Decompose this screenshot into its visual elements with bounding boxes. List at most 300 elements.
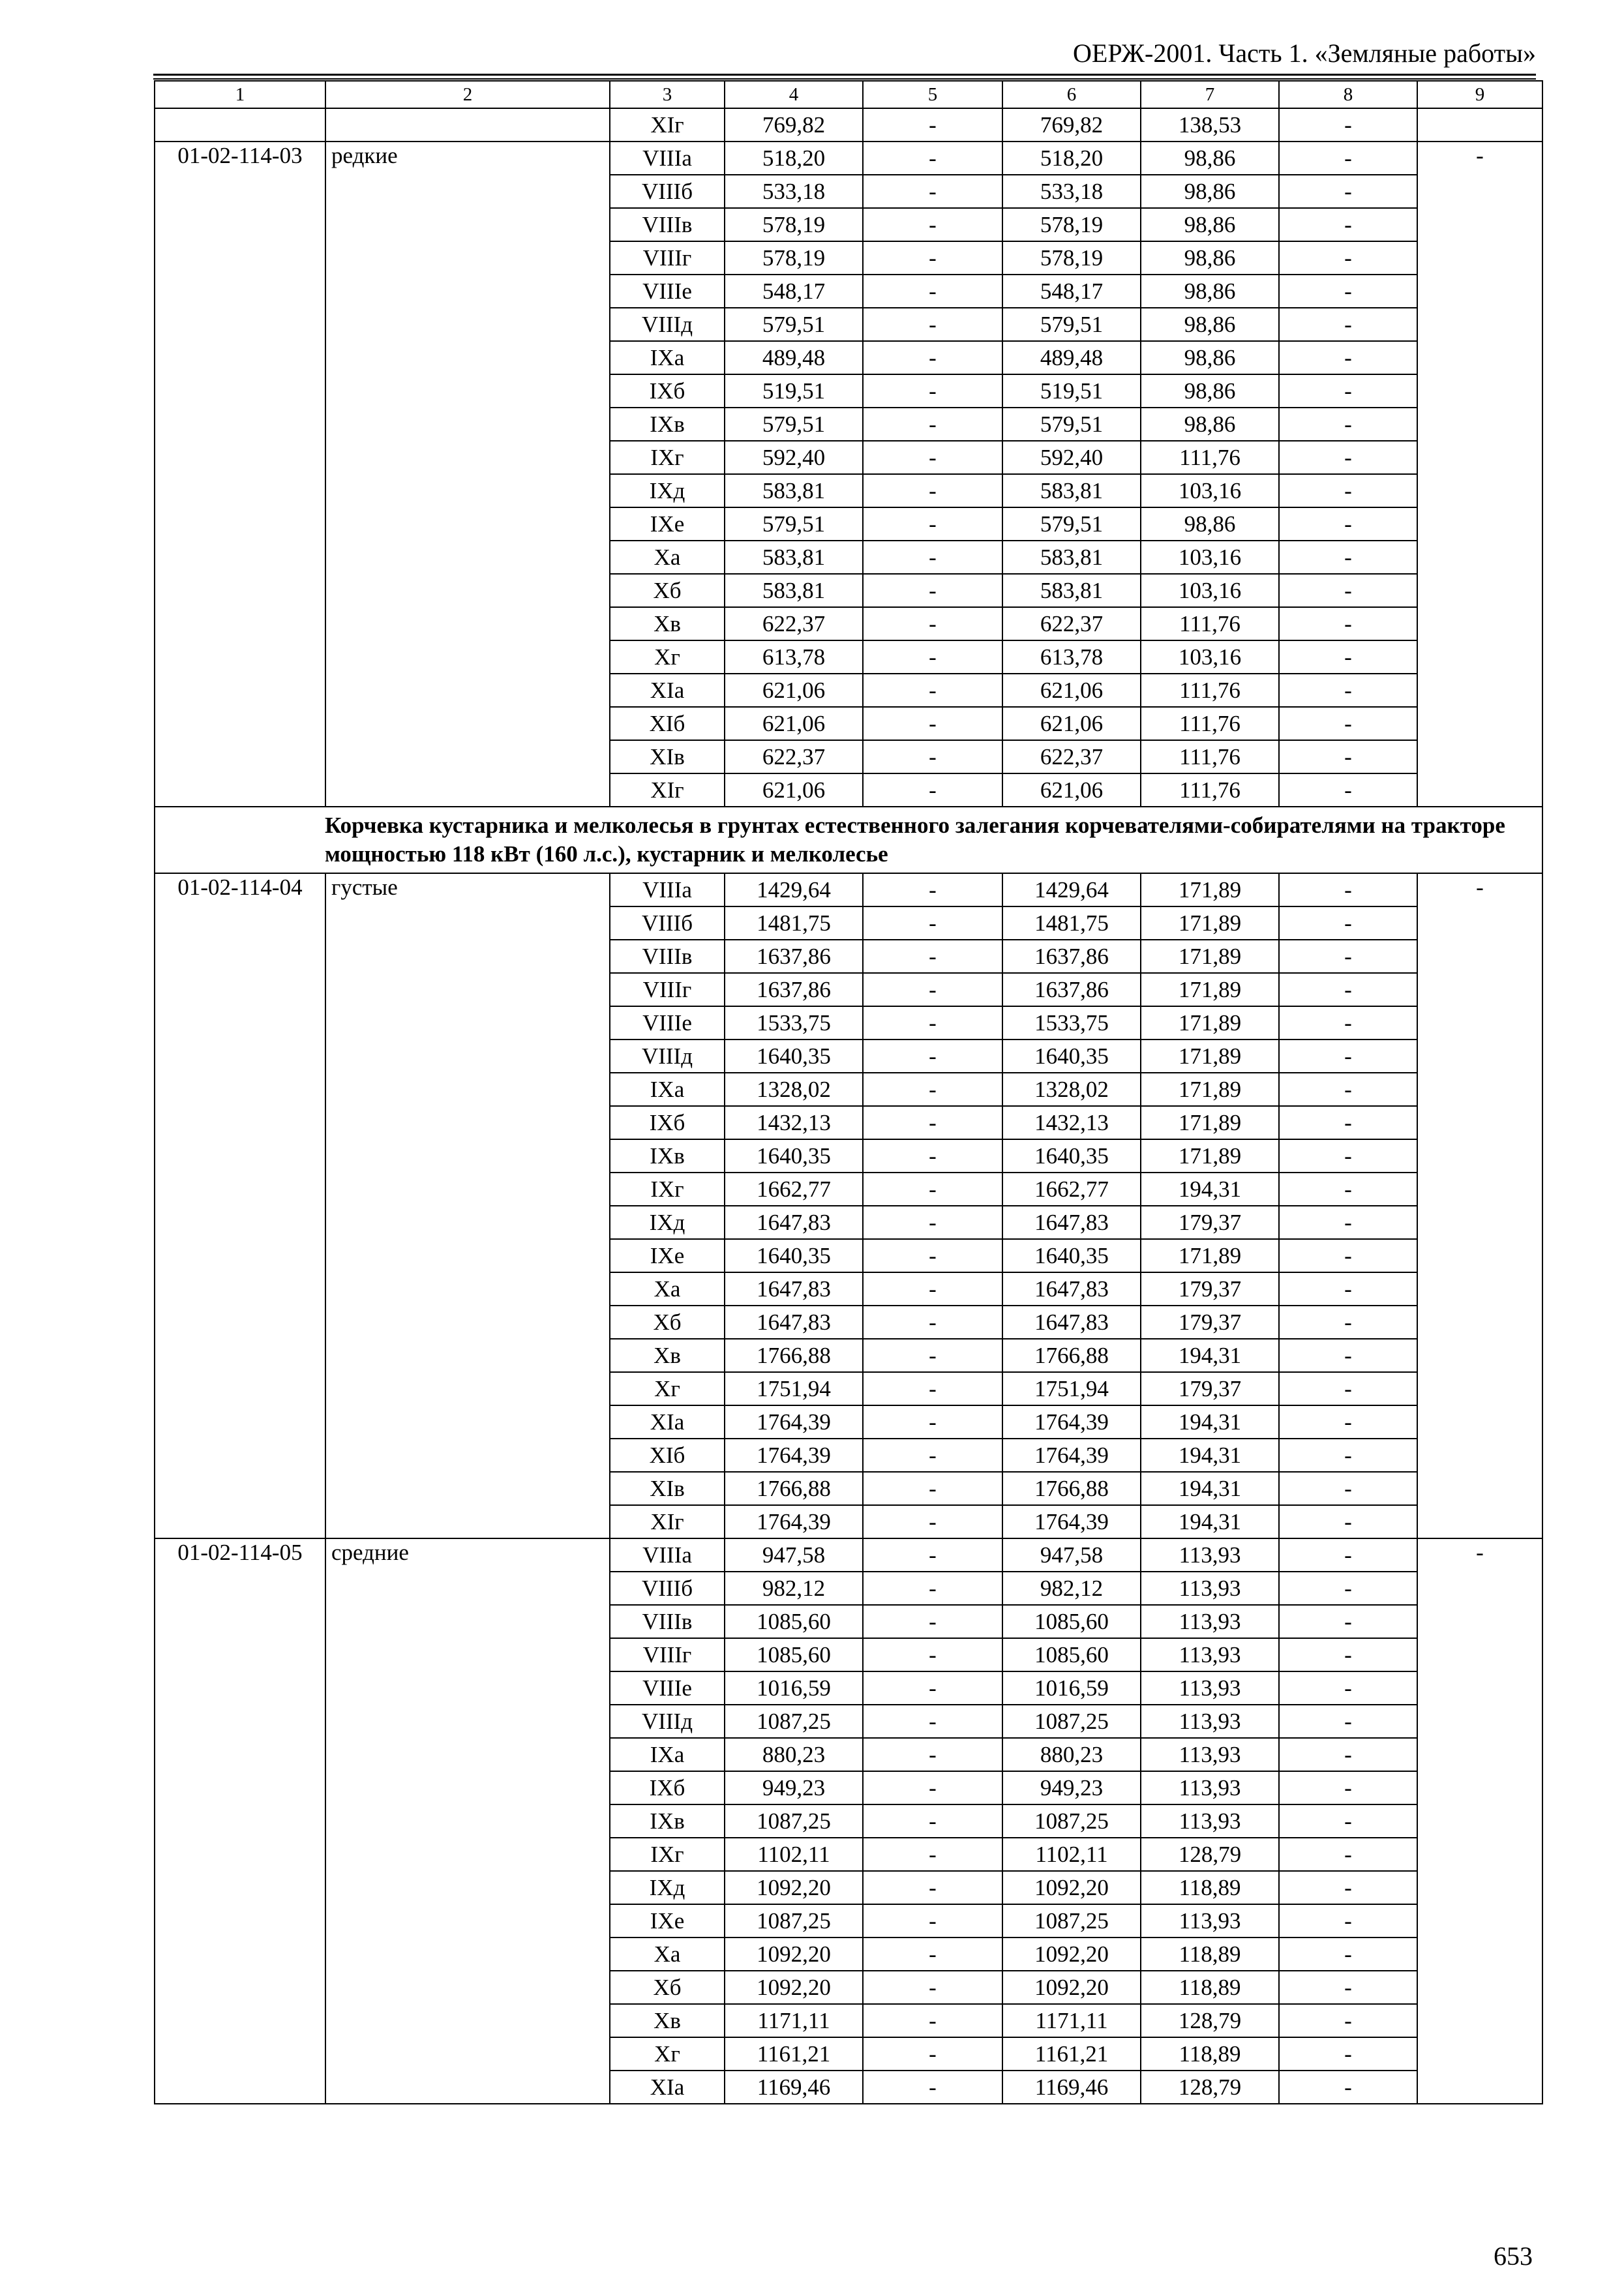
- direct-cost-cell: 1766,88: [725, 1339, 863, 1372]
- direct-cost-cell: 949,23: [725, 1771, 863, 1804]
- wages-cell: -: [863, 1505, 1002, 1538]
- machine-cost-cell: 1637,86: [1002, 973, 1141, 1006]
- driver-wages-cell: 113,93: [1141, 1638, 1279, 1671]
- direct-cost-cell: 1751,94: [725, 1372, 863, 1405]
- direct-cost-cell: 533,18: [725, 175, 863, 208]
- machine-cost-cell: 1533,75: [1002, 1006, 1141, 1040]
- driver-wages-cell: 98,86: [1141, 275, 1279, 308]
- direct-cost-cell: 579,51: [725, 308, 863, 341]
- machine-cost-cell: 533,18: [1002, 175, 1141, 208]
- driver-wages-cell: 179,37: [1141, 1372, 1279, 1405]
- wages-cell: -: [863, 1738, 1002, 1771]
- materials-cell: -: [1279, 2037, 1417, 2071]
- driver-wages-cell: 179,37: [1141, 1206, 1279, 1239]
- materials-cell: -: [1279, 308, 1417, 341]
- driver-wages-cell: 103,16: [1141, 474, 1279, 507]
- driver-wages-cell: 98,86: [1141, 374, 1279, 408]
- direct-cost-cell: 583,81: [725, 574, 863, 607]
- machine-cost-cell: 583,81: [1002, 474, 1141, 507]
- direct-cost-cell: 1085,60: [725, 1605, 863, 1638]
- machine-cost-cell: 592,40: [1002, 441, 1141, 474]
- materials-cell: -: [1279, 1306, 1417, 1339]
- wages-cell: -: [863, 940, 1002, 973]
- column-number: 7: [1141, 81, 1279, 108]
- wages-cell: -: [863, 142, 1002, 175]
- wages-cell: -: [863, 1306, 1002, 1339]
- soil-group-cell: Xа: [610, 1937, 725, 1971]
- soil-group-cell: VIIIв: [610, 940, 725, 973]
- driver-wages-cell: 171,89: [1141, 1239, 1279, 1272]
- direct-cost-cell: 1429,64: [725, 873, 863, 906]
- wages-cell: -: [863, 1272, 1002, 1306]
- wages-cell: -: [863, 1372, 1002, 1405]
- driver-wages-cell: 98,86: [1141, 408, 1279, 441]
- machine-cost-cell: 1647,83: [1002, 1306, 1141, 1339]
- direct-cost-cell: 1085,60: [725, 1638, 863, 1671]
- rates-table-body: [155, 81, 1542, 2104]
- materials-cell: -: [1279, 1605, 1417, 1638]
- machine-cost-cell: 579,51: [1002, 408, 1141, 441]
- driver-wages-cell: 98,86: [1141, 241, 1279, 275]
- wages-cell: -: [863, 674, 1002, 707]
- driver-wages-cell: 171,89: [1141, 1040, 1279, 1073]
- materials-cell: -: [1279, 1073, 1417, 1106]
- machine-cost-cell: 1640,35: [1002, 1040, 1141, 1073]
- machine-cost-cell: 1751,94: [1002, 1372, 1141, 1405]
- column-number: 4: [725, 81, 863, 108]
- wages-cell: -: [863, 1073, 1002, 1106]
- machine-cost-cell: 1092,20: [1002, 1937, 1141, 1971]
- soil-group-cell: IXг: [610, 441, 725, 474]
- direct-cost-cell: 1169,46: [725, 2071, 863, 2104]
- soil-group-cell: VIIIб: [610, 175, 725, 208]
- materials-cell: -: [1279, 674, 1417, 707]
- driver-wages-cell: 171,89: [1141, 940, 1279, 973]
- machine-cost-cell: 1640,35: [1002, 1139, 1141, 1173]
- driver-wages-cell: 179,37: [1141, 1306, 1279, 1339]
- soil-group-cell: IXе: [610, 507, 725, 541]
- materials-cell: -: [1279, 108, 1417, 142]
- machine-cost-cell: 519,51: [1002, 374, 1141, 408]
- soil-group-cell: IXв: [610, 1804, 725, 1838]
- driver-wages-cell: 113,93: [1141, 1904, 1279, 1937]
- driver-wages-cell: 113,93: [1141, 1572, 1279, 1605]
- materials-cell: -: [1279, 1937, 1417, 1971]
- soil-group-cell: Xв: [610, 607, 725, 640]
- page-number: 653: [1494, 2241, 1533, 2271]
- wages-cell: -: [863, 973, 1002, 1006]
- soil-group-cell: XIг: [610, 1505, 725, 1538]
- soil-group-cell: VIIIг: [610, 241, 725, 275]
- wages-cell: -: [863, 1439, 1002, 1472]
- machine-cost-cell: 1764,39: [1002, 1439, 1141, 1472]
- materials-cell: -: [1279, 1638, 1417, 1671]
- driver-wages-cell: 118,89: [1141, 1871, 1279, 1904]
- direct-cost-cell: 1533,75: [725, 1006, 863, 1040]
- driver-wages-cell: 111,76: [1141, 441, 1279, 474]
- wages-cell: -: [863, 1173, 1002, 1206]
- direct-cost-cell: 621,06: [725, 707, 863, 740]
- machine-cost-cell: 1637,86: [1002, 940, 1141, 973]
- soil-group-cell: VIIIд: [610, 1040, 725, 1073]
- machine-cost-cell: 1328,02: [1002, 1073, 1141, 1106]
- direct-cost-cell: 1640,35: [725, 1139, 863, 1173]
- materials-cell: -: [1279, 773, 1417, 807]
- machine-cost-cell: 1766,88: [1002, 1472, 1141, 1505]
- materials-cell: -: [1279, 1871, 1417, 1904]
- soil-group-cell: Xа: [610, 1272, 725, 1306]
- machine-cost-cell: 1766,88: [1002, 1339, 1141, 1372]
- direct-cost-cell: 1764,39: [725, 1505, 863, 1538]
- direct-cost-cell: 1481,75: [725, 906, 863, 940]
- direct-cost-cell: 592,40: [725, 441, 863, 474]
- direct-cost-cell: 622,37: [725, 740, 863, 773]
- materials-cell: -: [1279, 1904, 1417, 1937]
- name-cell: средние: [325, 1538, 610, 2104]
- materials-cell: -: [1279, 1139, 1417, 1173]
- materials-cell: -: [1279, 175, 1417, 208]
- machine-cost-cell: 613,78: [1002, 640, 1141, 674]
- direct-cost-cell: 1092,20: [725, 1871, 863, 1904]
- driver-wages-cell: 138,53: [1141, 108, 1279, 142]
- driver-wages-cell: 98,86: [1141, 208, 1279, 241]
- driver-wages-cell: 103,16: [1141, 640, 1279, 674]
- direct-cost-cell: 1087,25: [725, 1804, 863, 1838]
- soil-group-cell: IXе: [610, 1239, 725, 1272]
- direct-cost-cell: 1637,86: [725, 940, 863, 973]
- wages-cell: -: [863, 1139, 1002, 1173]
- column-number: 9: [1417, 81, 1542, 108]
- table-row: [155, 1538, 1542, 1572]
- machine-cost-cell: 579,51: [1002, 507, 1141, 541]
- wages-cell: -: [863, 1771, 1002, 1804]
- driver-wages-cell: 171,89: [1141, 973, 1279, 1006]
- soil-group-cell: VIIIа: [610, 1538, 725, 1572]
- driver-wages-cell: 171,89: [1141, 1073, 1279, 1106]
- materials-cell: -: [1279, 973, 1417, 1006]
- machine-cost-cell: 1085,60: [1002, 1638, 1141, 1671]
- direct-cost-cell: 578,19: [725, 241, 863, 275]
- driver-wages-cell: 118,89: [1141, 1971, 1279, 2004]
- soil-group-cell: XIг: [610, 773, 725, 807]
- wages-cell: -: [863, 1804, 1002, 1838]
- wages-cell: -: [863, 1705, 1002, 1738]
- machine-cost-cell: 947,58: [1002, 1538, 1141, 1572]
- driver-wages-cell: 171,89: [1141, 1006, 1279, 1040]
- machine-cost-cell: 880,23: [1002, 1738, 1141, 1771]
- driver-wages-cell: 103,16: [1141, 541, 1279, 574]
- code-cell: 01-02-114-05: [155, 1538, 325, 2104]
- materials-cell: -: [1279, 1173, 1417, 1206]
- driver-wages-cell: 128,79: [1141, 1838, 1279, 1871]
- machine-cost-cell: 949,23: [1002, 1771, 1141, 1804]
- wages-cell: -: [863, 1671, 1002, 1705]
- column-number-row: [155, 81, 1542, 108]
- soil-group-cell: VIIIг: [610, 973, 725, 1006]
- direct-cost-cell: 1647,83: [725, 1272, 863, 1306]
- direct-cost-cell: 548,17: [725, 275, 863, 308]
- soil-group-cell: VIIIв: [610, 1605, 725, 1638]
- direct-cost-cell: 583,81: [725, 474, 863, 507]
- machine-cost-cell: 1647,83: [1002, 1272, 1141, 1306]
- wages-cell: -: [863, 1937, 1002, 1971]
- soil-group-cell: VIIIв: [610, 208, 725, 241]
- materials-cell: -: [1279, 574, 1417, 607]
- soil-group-cell: VIIIа: [610, 142, 725, 175]
- machine-cost-cell: 622,37: [1002, 607, 1141, 640]
- wages-cell: -: [863, 1538, 1002, 1572]
- direct-cost-cell: 1102,11: [725, 1838, 863, 1871]
- section-title: Корчевка кустарника и мелколесья в грунтах естественного залегания корчевателями-собирателями на тракторе мощностью 118 кВт (160 л.с.), кустарник и мелколесье: [155, 807, 1542, 873]
- machine-cost-cell: 1092,20: [1002, 1871, 1141, 1904]
- materials-cell: -: [1279, 374, 1417, 408]
- direct-cost-cell: 579,51: [725, 408, 863, 441]
- machine-cost-cell: 1085,60: [1002, 1605, 1141, 1638]
- wages-cell: -: [863, 1572, 1002, 1605]
- soil-group-cell: XIб: [610, 707, 725, 740]
- header-rule: [153, 74, 1536, 76]
- driver-wages-cell: 113,93: [1141, 1804, 1279, 1838]
- driver-wages-cell: 118,89: [1141, 2037, 1279, 2071]
- soil-group-cell: VIIIд: [610, 308, 725, 341]
- wages-cell: -: [863, 2037, 1002, 2071]
- driver-wages-cell: 194,31: [1141, 1173, 1279, 1206]
- driver-wages-cell: 194,31: [1141, 1472, 1279, 1505]
- driver-wages-cell: 128,79: [1141, 2071, 1279, 2104]
- materials-cell: -: [1279, 1705, 1417, 1738]
- rates-table: [154, 80, 1543, 2104]
- materials-cell: -: [1279, 740, 1417, 773]
- machine-cost-cell: 489,48: [1002, 341, 1141, 374]
- wages-cell: -: [863, 1206, 1002, 1239]
- driver-wages-cell: 111,76: [1141, 740, 1279, 773]
- soil-group-cell: VIIIе: [610, 1006, 725, 1040]
- soil-group-cell: VIIIа: [610, 873, 725, 906]
- direct-cost-cell: 1640,35: [725, 1040, 863, 1073]
- materials-cell: -: [1279, 1339, 1417, 1372]
- table-row: [155, 873, 1542, 906]
- wages-cell: -: [863, 474, 1002, 507]
- materials-cell: -: [1279, 474, 1417, 507]
- wages-cell: -: [863, 1106, 1002, 1139]
- code-cell: 01-02-114-03: [155, 142, 325, 807]
- materials-cell: -: [1279, 2004, 1417, 2037]
- direct-cost-cell: 621,06: [725, 674, 863, 707]
- soil-group-cell: XIа: [610, 1405, 725, 1439]
- direct-cost-cell: 982,12: [725, 1572, 863, 1605]
- machine-cost-cell: 578,19: [1002, 241, 1141, 275]
- driver-wages-cell: 113,93: [1141, 1605, 1279, 1638]
- wages-cell: -: [863, 1638, 1002, 1671]
- soil-group-cell: IXа: [610, 341, 725, 374]
- column-number: 5: [863, 81, 1002, 108]
- soil-group-cell: Xв: [610, 1339, 725, 1372]
- direct-cost-cell: 519,51: [725, 374, 863, 408]
- materials-cell: -: [1279, 1538, 1417, 1572]
- driver-wages-cell: 118,89: [1141, 1937, 1279, 1971]
- machine-cost-cell: 1087,25: [1002, 1904, 1141, 1937]
- machine-cost-cell: 518,20: [1002, 142, 1141, 175]
- driver-wages-cell: 98,86: [1141, 308, 1279, 341]
- soil-group-cell: Xг: [610, 1372, 725, 1405]
- soil-group-cell: XIв: [610, 740, 725, 773]
- code-cell: 01-02-114-04: [155, 873, 325, 1538]
- machine-cost-cell: 1171,11: [1002, 2004, 1141, 2037]
- machine-cost-cell: 1169,46: [1002, 2071, 1141, 2104]
- section-title-row: [155, 807, 1542, 873]
- direct-cost-cell: 1161,21: [725, 2037, 863, 2071]
- materials-cell: -: [1279, 208, 1417, 241]
- machine-cost-cell: 1016,59: [1002, 1671, 1141, 1705]
- materials-cell: -: [1279, 1439, 1417, 1472]
- wages-cell: -: [863, 208, 1002, 241]
- machine-cost-cell: 769,82: [1002, 108, 1141, 142]
- soil-group-cell: IXг: [610, 1173, 725, 1206]
- materials-cell: -: [1279, 1405, 1417, 1439]
- soil-group-cell: VIIIе: [610, 1671, 725, 1705]
- soil-group-cell: Xг: [610, 640, 725, 674]
- machine-cost-cell: 1432,13: [1002, 1106, 1141, 1139]
- driver-wages-cell: 111,76: [1141, 707, 1279, 740]
- soil-group-cell: IXд: [610, 1871, 725, 1904]
- direct-cost-cell: 947,58: [725, 1538, 863, 1572]
- name-cell: густые: [325, 873, 610, 1538]
- wages-cell: -: [863, 1040, 1002, 1073]
- soil-group-cell: IXе: [610, 1904, 725, 1937]
- name-cell: редкие: [325, 142, 610, 807]
- materials-cell: -: [1279, 142, 1417, 175]
- machine-cost-cell: 1087,25: [1002, 1705, 1141, 1738]
- materials-cell: -: [1279, 1738, 1417, 1771]
- direct-cost-cell: 583,81: [725, 541, 863, 574]
- soil-group-cell: IXв: [610, 1139, 725, 1173]
- driver-wages-cell: 171,89: [1141, 906, 1279, 940]
- machine-cost-cell: 982,12: [1002, 1572, 1141, 1605]
- materials-cell: -: [1279, 1206, 1417, 1239]
- direct-cost-cell: 1092,20: [725, 1971, 863, 2004]
- wages-cell: -: [863, 574, 1002, 607]
- materials-cell: -: [1279, 408, 1417, 441]
- driver-wages-cell: 113,93: [1141, 1771, 1279, 1804]
- wages-cell: -: [863, 1605, 1002, 1638]
- soil-group-cell: IXа: [610, 1073, 725, 1106]
- wages-cell: -: [863, 1838, 1002, 1871]
- wages-cell: -: [863, 175, 1002, 208]
- wages-cell: -: [863, 341, 1002, 374]
- wages-cell: -: [863, 1472, 1002, 1505]
- materials-cell: -: [1279, 1838, 1417, 1871]
- direct-cost-cell: 1016,59: [725, 1671, 863, 1705]
- wages-cell: -: [863, 275, 1002, 308]
- wages-cell: -: [863, 1339, 1002, 1372]
- materials-cell: -: [1279, 1272, 1417, 1306]
- materials-cell: -: [1279, 341, 1417, 374]
- machine-cost-cell: 621,06: [1002, 773, 1141, 807]
- soil-group-cell: XIб: [610, 1439, 725, 1472]
- page-header: ОЕРЖ-2001. Часть 1. «Земляные работы»: [1073, 38, 1536, 68]
- labor-cell: -: [1417, 142, 1542, 807]
- direct-cost-cell: 579,51: [725, 507, 863, 541]
- driver-wages-cell: 113,93: [1141, 1738, 1279, 1771]
- machine-cost-cell: 1161,21: [1002, 2037, 1141, 2071]
- wages-cell: -: [863, 541, 1002, 574]
- materials-cell: -: [1279, 1804, 1417, 1838]
- direct-cost-cell: 1647,83: [725, 1306, 863, 1339]
- driver-wages-cell: 194,31: [1141, 1405, 1279, 1439]
- materials-cell: -: [1279, 640, 1417, 674]
- soil-group-cell: IXг: [610, 1838, 725, 1871]
- materials-cell: -: [1279, 940, 1417, 973]
- soil-group-cell: XIг: [610, 108, 725, 142]
- soil-group-cell: IXд: [610, 1206, 725, 1239]
- direct-cost-cell: 578,19: [725, 208, 863, 241]
- soil-group-cell: Xа: [610, 541, 725, 574]
- driver-wages-cell: 111,76: [1141, 674, 1279, 707]
- soil-group-cell: Xб: [610, 1971, 725, 2004]
- materials-cell: -: [1279, 507, 1417, 541]
- soil-group-cell: XIв: [610, 1472, 725, 1505]
- wages-cell: -: [863, 241, 1002, 275]
- direct-cost-cell: 1647,83: [725, 1206, 863, 1239]
- soil-group-cell: VIIIг: [610, 1638, 725, 1671]
- header-rule-double: [153, 78, 1536, 80]
- driver-wages-cell: 194,31: [1141, 1439, 1279, 1472]
- driver-wages-cell: 98,86: [1141, 507, 1279, 541]
- direct-cost-cell: 1432,13: [725, 1106, 863, 1139]
- wages-cell: -: [863, 1904, 1002, 1937]
- wages-cell: -: [863, 1239, 1002, 1272]
- soil-group-cell: IXб: [610, 1106, 725, 1139]
- driver-wages-cell: 171,89: [1141, 873, 1279, 906]
- machine-cost-cell: 621,06: [1002, 707, 1141, 740]
- driver-wages-cell: 179,37: [1141, 1272, 1279, 1306]
- machine-cost-cell: 1764,39: [1002, 1405, 1141, 1439]
- soil-group-cell: VIIIе: [610, 275, 725, 308]
- materials-cell: -: [1279, 1472, 1417, 1505]
- machine-cost-cell: 579,51: [1002, 308, 1141, 341]
- materials-cell: -: [1279, 1771, 1417, 1804]
- soil-group-cell: Xб: [610, 574, 725, 607]
- direct-cost-cell: 769,82: [725, 108, 863, 142]
- materials-cell: -: [1279, 1505, 1417, 1538]
- direct-cost-cell: 622,37: [725, 607, 863, 640]
- column-number: 8: [1279, 81, 1417, 108]
- direct-cost-cell: 1662,77: [725, 1173, 863, 1206]
- machine-cost-cell: 1092,20: [1002, 1971, 1141, 2004]
- materials-cell: -: [1279, 2071, 1417, 2104]
- direct-cost-cell: 1764,39: [725, 1405, 863, 1439]
- materials-cell: -: [1279, 707, 1417, 740]
- soil-group-cell: Xв: [610, 2004, 725, 2037]
- soil-group-cell: IXд: [610, 474, 725, 507]
- machine-cost-cell: 1429,64: [1002, 873, 1141, 906]
- wages-cell: -: [863, 740, 1002, 773]
- materials-cell: -: [1279, 541, 1417, 574]
- driver-wages-cell: 113,93: [1141, 1671, 1279, 1705]
- wages-cell: -: [863, 640, 1002, 674]
- direct-cost-cell: 1328,02: [725, 1073, 863, 1106]
- materials-cell: -: [1279, 1572, 1417, 1605]
- wages-cell: -: [863, 2071, 1002, 2104]
- soil-group-cell: Xг: [610, 2037, 725, 2071]
- wages-cell: -: [863, 607, 1002, 640]
- direct-cost-cell: 1637,86: [725, 973, 863, 1006]
- driver-wages-cell: 171,89: [1141, 1106, 1279, 1139]
- materials-cell: -: [1279, 1106, 1417, 1139]
- soil-group-cell: XIа: [610, 674, 725, 707]
- wages-cell: -: [863, 1006, 1002, 1040]
- machine-cost-cell: 621,06: [1002, 674, 1141, 707]
